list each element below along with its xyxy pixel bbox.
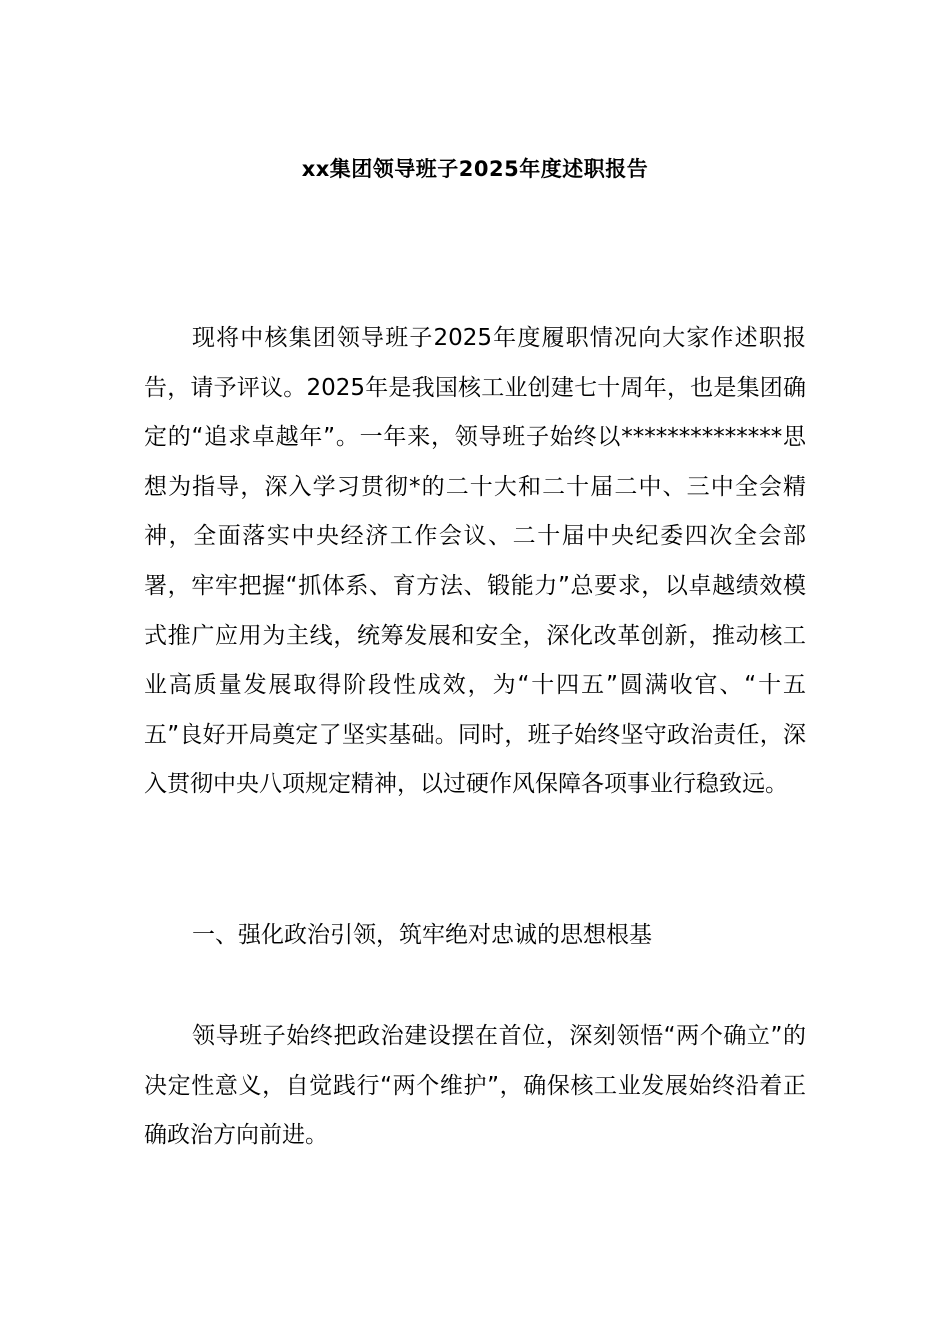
section-heading-1: 一、强化政治引领，筑牢绝对忠诚的思想根基 [192,922,652,948]
section-paragraph-1: 领导班子始终把政治建设摆在首位，深刻领悟“两个确立”的决定性意义，自觉践行“两个维护”，确保核工业发展始终沿着正确政治方向前进。 [144,1023,806,1149]
document-title: xx集团领导班子2025年度述职报告 [301,157,649,181]
intro-paragraph: 现将中核集团领导班子2025年度履职情况向大家作述职报告，请予评议。2025年是我国核工业创建七十周年，也是集团确定的“追求卓越年”。一年来，领导班子始终以**************思想为指导，深入学习贯彻*的二十大和二十届二中、三中全会精神，全面落实中央经济工作会议、二十届中央纪委四次全会部署，牢牢把握“抓体系、育方法、锻能力”总要求，以卓越绩效模式推广应用为主线，统筹发展和安全，深化改革创新，推动核工业高质量发展取得阶段性成效，为“十四五”圆满收官、“十五五”良好开局奠定了坚实基础。同时，班子始终坚守政治责任，深入贯彻中央八项规定精神，以过硬作风保障各项事业行稳致远。 [144,325,806,798]
